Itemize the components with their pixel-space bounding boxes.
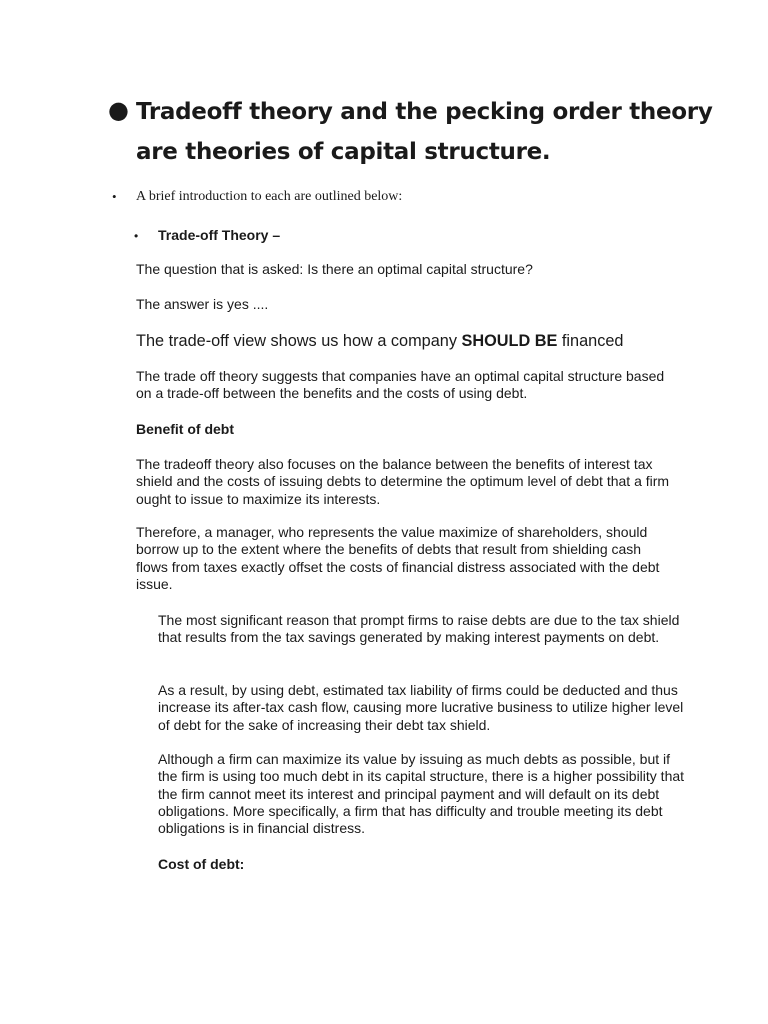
intro-bullet: • xyxy=(112,189,117,204)
heading-bullet: ● xyxy=(108,96,129,124)
page-heading: Tradeoff theory and the pecking order theory are theories of capital structure. xyxy=(136,99,713,165)
tradeoff-question: The question that is asked: Is there an optimal capital structure? xyxy=(136,261,533,277)
cost-of-debt-title: Cost of debt: xyxy=(158,856,245,872)
tradeoff-bullet: • xyxy=(134,229,139,243)
benefit-paragraph-1: The tradeoff theory also focuses on the balance between the benefits of interest tax shield and the costs of issuing debts to determine the optimum level of debt that a firm ought to issue to maximize its interests. xyxy=(136,456,670,507)
benefit-paragraph-5: Although a firm can maximize its value by issuing as much debts as possible, but if the firm is using too much debt in its capital structure, there is a higher possibility that the firm cannot meet its interest and principal payment and will default on its debt obligations. More specifically, a firm that has difficulty and trouble meeting its debt obligations is in financial distress. xyxy=(158,751,685,837)
tradeoff-theory-title: Trade-off Theory – xyxy=(158,227,281,243)
tradeoff-view-prefix: The trade-off view shows us how a company xyxy=(136,332,462,350)
benefit-paragraph-2: Therefore, a manager, who represents the value maximize of shareholders, should borrow up to the extent where the benefits of debts that result from shielding cash flows from taxes exactly offset the costs of financial distress associated with the debt issue. xyxy=(136,524,660,592)
tradeoff-view-statement xyxy=(136,331,676,351)
tradeoff-view-emphasis: SHOULD BE xyxy=(461,332,558,350)
intro-text: A brief introduction to each are outlined below: xyxy=(136,189,403,204)
benefit-paragraph-3: The most significant reason that prompt firms to raise debts are due to the tax shield that results from the tax savings generated by making interest payments on debt. xyxy=(158,612,680,646)
tradeoff-view-suffix: financed xyxy=(557,332,624,350)
tradeoff-answer: The answer is yes .... xyxy=(136,296,269,312)
benefit-of-debt-title: Benefit of debt xyxy=(136,421,234,437)
tradeoff-definition: The trade off theory suggests that companies have an optimal capital structure based on a trade-off between the benefits and the costs of using debt. xyxy=(136,368,665,402)
benefit-paragraph-4: As a result, by using debt, estimated tax liability of firms could be deducted and thus increase its after-tax cash flow, causing more lucrative business to utilize higher level of debt for the sake of increasing their debt tax shield. xyxy=(158,682,684,733)
